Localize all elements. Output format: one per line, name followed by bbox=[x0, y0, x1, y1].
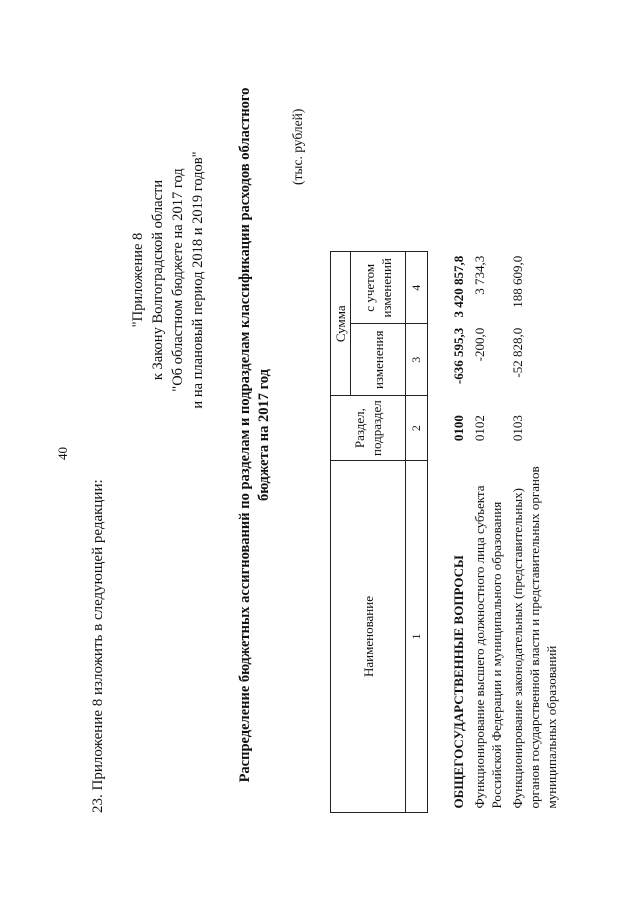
table-row bbox=[469, 252, 507, 813]
row-code: 0103 bbox=[510, 415, 525, 442]
page-number: 40 bbox=[55, 447, 70, 460]
col-number-3: 3 bbox=[406, 324, 428, 396]
row-name: Функционирование законодательных (представительных) органов государственной власти и представительных органов муниципальных образований bbox=[510, 466, 559, 809]
header-name: Наименование bbox=[331, 461, 406, 813]
table-title-line-2: бюджета на 2017 год bbox=[256, 369, 272, 502]
appendix-line-2: к Закону Волгоградской области bbox=[150, 179, 166, 381]
appendix-line-4: и на плановый период 2018 и 2019 годов" bbox=[190, 151, 206, 409]
table-row bbox=[428, 252, 470, 813]
row-code: 0100 bbox=[451, 415, 466, 442]
row-changes: -636 595,3 bbox=[451, 327, 466, 385]
col-number-2: 2 bbox=[406, 396, 428, 461]
row-name: Функционирование высшего должностного лица субъекта Российской Федерации и муниципального образования bbox=[472, 485, 504, 809]
row-code: 0102 bbox=[472, 415, 487, 442]
units-label: (тыс. рублей) bbox=[290, 108, 305, 185]
table-title-line-1: Распределение бюджетных ассигнований по разделам и подразделам классификации расходов областного bbox=[237, 87, 253, 783]
col-number-1: 1 bbox=[406, 461, 428, 813]
appendix-line-3: "Об областном бюджете на 2017 год bbox=[170, 168, 186, 392]
intro-text: 23. Приложение 8 изложить в следующей редакции: bbox=[90, 479, 106, 813]
appendix-line-1: "Приложение 8 bbox=[130, 232, 146, 328]
row-total: 188 609,0 bbox=[510, 255, 525, 308]
header-with-changes: с учетом изменений bbox=[351, 252, 406, 324]
table-row bbox=[507, 252, 562, 813]
row-name: ОБЩЕГОСУДАРСТВЕННЫЕ ВОПРОСЫ bbox=[451, 555, 466, 809]
header-changes: изменения bbox=[351, 324, 406, 396]
row-total: 3 420 857,8 bbox=[451, 255, 466, 318]
row-total: 3 734,3 bbox=[472, 255, 487, 295]
header-section: Раздел, подраздел bbox=[331, 396, 406, 461]
row-changes: -52 828,0 bbox=[510, 327, 525, 378]
budget-table bbox=[330, 251, 562, 813]
col-number-4: 4 bbox=[406, 252, 428, 324]
row-changes: -200,0 bbox=[472, 327, 487, 362]
header-sum: Сумма bbox=[331, 252, 351, 396]
